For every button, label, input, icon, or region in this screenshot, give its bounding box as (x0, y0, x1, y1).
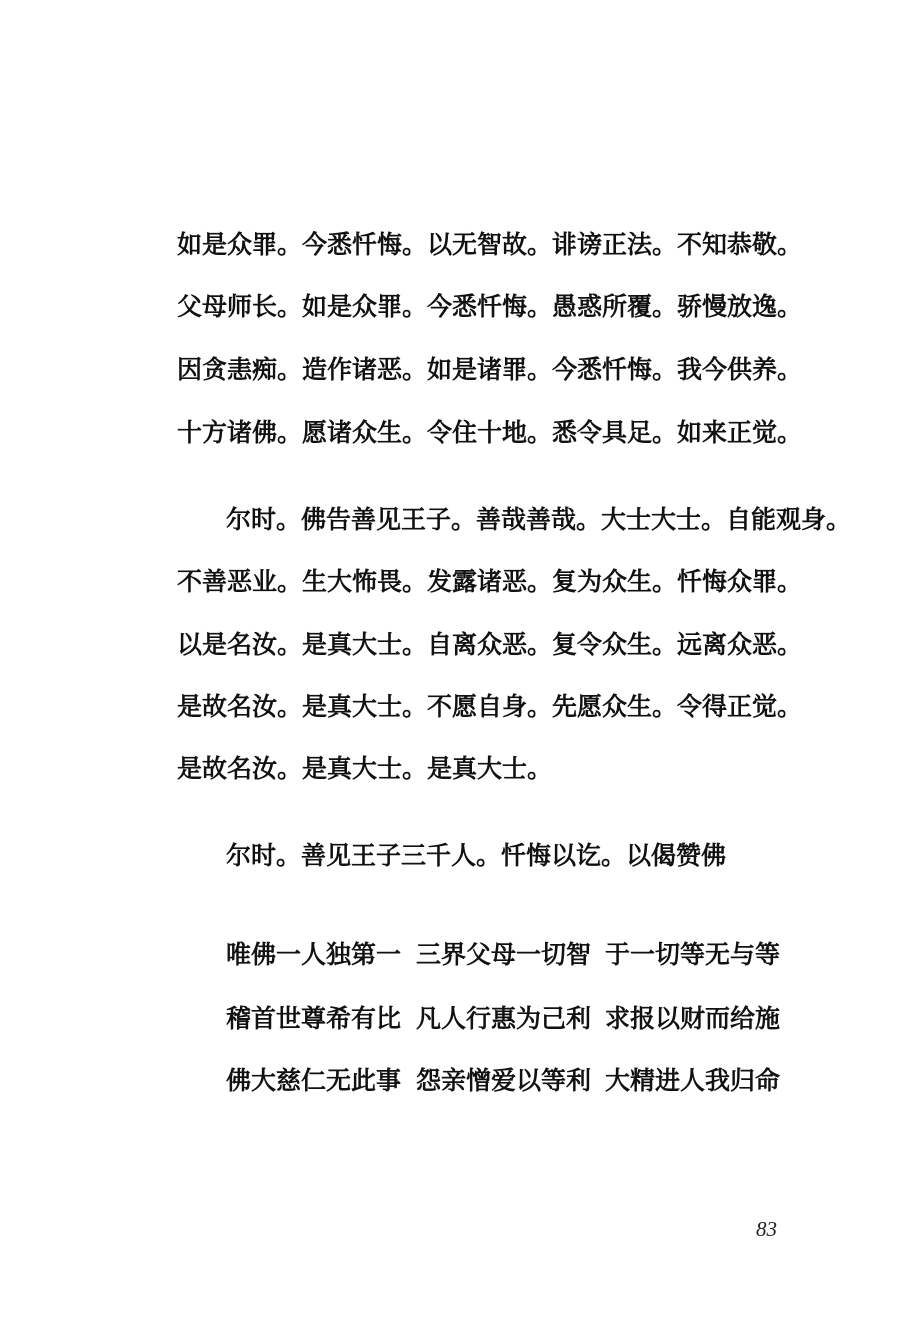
prose-line: 是故名汝。是真大士。不愿自身。先愿众生。令得正觉。 (177, 692, 803, 721)
verse-phrase: 于一切等无与等 (605, 940, 781, 969)
verse-phrase: 三界父母一切智 (416, 940, 592, 969)
prose-line: 父母师长。如是众罪。今悉忏悔。愚惑所覆。骄慢放逸。 (177, 292, 803, 321)
verse-phrase: 大精进人我归命 (605, 1066, 781, 1095)
verse-phrase: 稽首世尊希有比 (226, 1004, 402, 1033)
page-number: 83 (756, 1217, 777, 1241)
prose-line: 是故名汝。是真大士。是真大士。 (177, 754, 553, 783)
verse-phrase: 怨亲憎爱以等利 (416, 1066, 592, 1095)
verse-row (226, 1066, 786, 1096)
prose-line: 如是众罪。今悉忏悔。以无智故。诽谤正法。不知恭敬。 (177, 230, 803, 259)
prose-line: 因贪恚痴。造作诸恶。如是诸罪。今悉忏悔。我今供养。 (177, 355, 803, 384)
prose-line: 不善恶业。生大怖畏。发露诸恶。复为众生。忏悔众罪。 (177, 567, 803, 596)
verse-phrase: 唯佛一人独第一 (226, 940, 402, 969)
prose-line: 尔时。佛告善见王子。善哉善哉。大士大士。自能观身。 (226, 505, 852, 534)
verse-row (226, 1004, 786, 1034)
verse-phrase: 求报以财而给施 (605, 1004, 781, 1033)
verse-phrase: 凡人行惠为己利 (416, 1004, 592, 1033)
prose-line: 以是名汝。是真大士。自离众恶。复令众生。远离众恶。 (177, 630, 803, 659)
verse-phrase: 佛大慈仁无此事 (226, 1066, 402, 1095)
verse-row (226, 940, 786, 970)
verse-intro-line: 尔时。善见王子三千人。忏悔以讫。以偈赞佛 (226, 841, 727, 870)
prose-line: 十方诸佛。愿诸众生。令住十地。悉令具足。如来正觉。 (177, 418, 803, 447)
